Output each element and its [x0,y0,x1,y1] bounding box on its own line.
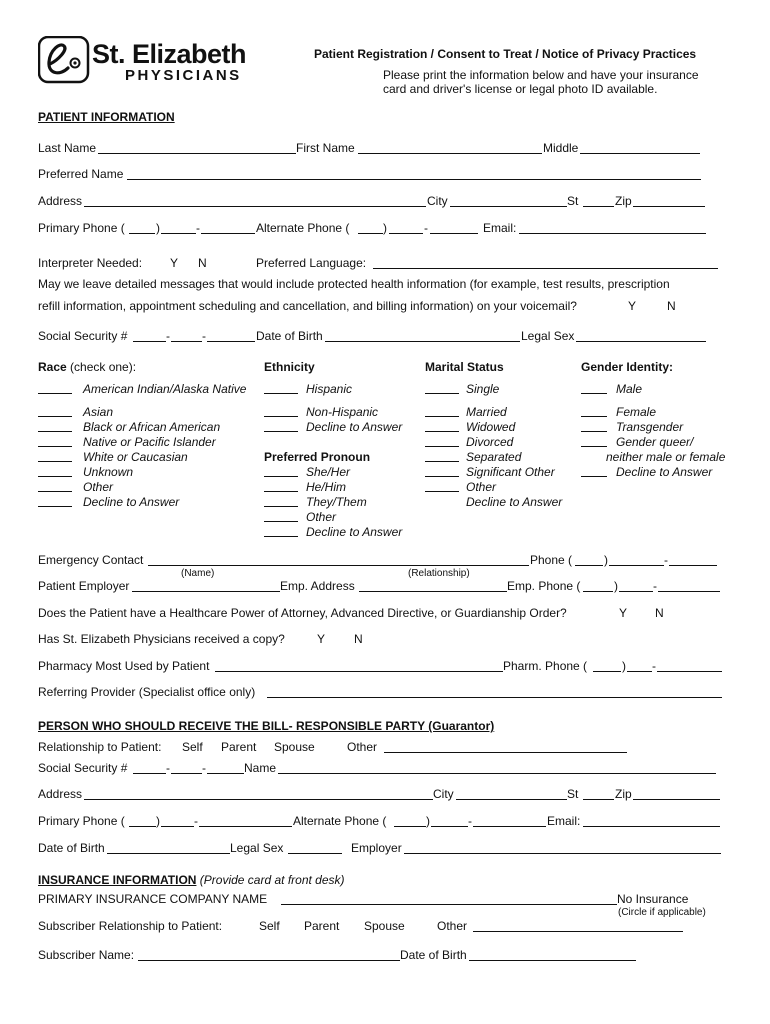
voicemail-yes[interactable]: Y [628,299,637,313]
gender-checkbox[interactable] [581,393,607,394]
dash: - [194,814,198,828]
race-checkbox[interactable] [38,476,72,477]
voicemail-question-line-1: May we leave detailed messages that would include protected health information (for example, test results, prescription [38,277,670,291]
subscriber-self-option[interactable]: Self [259,919,280,933]
dob-label: Date of Birth [256,329,323,343]
gender-checkbox[interactable] [581,476,607,477]
pronoun-checkbox[interactable] [264,521,298,522]
paren-close: ) [383,221,387,235]
guarantor-alternate-phone-label: Alternate Phone ( [293,814,387,828]
emp-address-field[interactable] [359,591,507,592]
guarantor-other-field[interactable] [384,752,627,753]
emp-address-label: Emp. Address [280,579,355,593]
dash: - [424,221,428,235]
marital-checkbox[interactable] [425,431,459,432]
guarantor-ssn-part-1-field[interactable] [133,773,166,774]
poa-question: Does the Patient have a Healthcare Power of Attorney, Advanced Directive, or Guardianship Order? [38,606,567,620]
ethnicity-checkbox[interactable] [264,431,298,432]
gender-option: Transgender [616,420,684,434]
marital-option: Single [466,382,500,396]
guarantor-alternate-phone-area-field[interactable] [394,826,426,827]
pronoun-checkbox[interactable] [264,536,298,537]
race-title: Race [38,360,67,374]
no-insurance-option[interactable]: No Insurance [617,892,689,906]
gender-checkbox[interactable] [581,416,607,417]
subscriber-other-option[interactable]: Other [437,919,468,933]
guarantor-dob-field[interactable] [107,853,230,854]
subscriber-relationship-label: Subscriber Relationship to Patient: [38,919,223,933]
primary-phone-label: Primary Phone ( [38,221,125,235]
pharm-phone-prefix-field[interactable] [627,671,652,672]
guarantor-primary-phone-line-field[interactable] [199,826,292,827]
guarantor-primary-phone-label: Primary Phone ( [38,814,125,828]
insurance-note: (Provide card at front desk) [199,873,345,887]
gender-option: Male [616,382,643,396]
copy-question: Has St. Elizabeth Physicians received a copy? [38,632,285,646]
guarantor-address-label: Address [38,787,83,801]
guarantor-dob-label: Date of Birth [38,841,105,855]
emergency-contact-field[interactable] [148,565,529,566]
race-option: Black or African American [83,420,221,434]
race-option: Decline to Answer [83,495,180,509]
alternate-phone-label: Alternate Phone ( [256,221,350,235]
dash: - [664,553,668,567]
guarantor-address-field[interactable] [84,799,433,800]
patient-info-heading: PATIENT INFORMATION [38,110,175,124]
primary-phone-area-field[interactable] [129,233,155,234]
preferred-name-label: Preferred Name [38,167,124,181]
address-field[interactable] [84,206,426,207]
subscriber-parent-option[interactable]: Parent [304,919,340,933]
gender-option: Gender queer/ [616,435,694,449]
voicemail-question-line-2: refill information, appointment scheduling and cancellation, and billing information) on your voicemail? [38,299,577,313]
guarantor-email-field[interactable] [583,826,720,827]
marital-checkbox[interactable] [425,461,459,462]
emp-phone-line-field[interactable] [658,591,720,592]
subscriber-name-field[interactable] [138,960,400,961]
emp-phone-label: Emp. Phone ( [507,579,581,593]
subscriber-dob-field[interactable] [469,960,636,961]
guarantor-alternate-phone-prefix-field[interactable] [431,826,468,827]
pronoun-option: He/Him [306,480,347,494]
dash: - [196,221,200,235]
pharmacy-label: Pharmacy Most Used by Patient [38,659,210,673]
middle-label: Middle [543,141,579,155]
race-checkbox[interactable] [38,416,72,417]
first-name-field[interactable] [358,153,542,154]
dash: - [653,579,657,593]
guarantor-employer-label: Employer [351,841,402,855]
emergency-relationship-hint: (Relationship) [408,568,470,579]
zip-field[interactable] [633,206,705,207]
gender-option: Female [616,405,657,419]
paren-close: ) [622,659,626,673]
interpreter-no[interactable]: N [198,256,207,270]
form-title: Patient Registration / Consent to Treat / Notice of Privacy Practices [314,47,697,61]
pronoun-option: Other [306,510,337,524]
alternate-phone-area-field[interactable] [358,233,383,234]
first-name-label: First Name [296,141,355,155]
patient-employer-label: Patient Employer [38,579,130,593]
logo-subtitle: PHYSICIANS [125,67,242,84]
guarantor-zip-field[interactable] [633,799,720,800]
referring-provider-label: Referring Provider (Specialist office only) [38,685,256,699]
subscriber-spouse-option[interactable]: Spouse [364,919,405,933]
marital-checkbox[interactable] [425,446,459,447]
pharm-phone-line-field[interactable] [657,671,722,672]
guarantor-primary-phone-area-field[interactable] [129,826,156,827]
gender-option: Decline to Answer [616,465,713,479]
poa-yes[interactable]: Y [619,606,628,620]
pharm-phone-area-field[interactable] [593,671,621,672]
paren-close: ) [426,814,430,828]
guarantor-alternate-phone-line-field[interactable] [473,826,546,827]
zip-label: Zip [615,194,632,208]
ethnicity-checkbox[interactable] [264,393,298,394]
legal-sex-label: Legal Sex [521,329,575,343]
race-option: American Indian/Alaska Native [83,382,247,396]
guarantor-zip-label: Zip [615,787,632,801]
guarantor-legal-sex-field[interactable] [288,853,342,854]
emergency-name-hint: (Name) [181,568,215,579]
guarantor-primary-phone-prefix-field[interactable] [161,826,194,827]
emergency-phone-prefix-field[interactable] [609,565,664,566]
guarantor-relationship-label: Relationship to Patient: [38,740,162,754]
state-label: St [567,194,579,208]
marital-option: Married [466,405,507,419]
city-field[interactable] [450,206,567,207]
race-option: White or Caucasian [83,450,188,464]
race-checkbox[interactable] [38,446,72,447]
copy-no[interactable]: N [354,632,363,646]
instructions-line-2: card and driver's license or legal photo ID available. [383,82,658,96]
ethnicity-option: Non-Hispanic [306,405,379,419]
interpreter-label: Interpreter Needed: [38,256,143,270]
emergency-phone-area-field[interactable] [575,565,603,566]
ethnicity-option: Decline to Answer [306,420,403,434]
dash: - [202,329,206,343]
copy-yes[interactable]: Y [317,632,326,646]
guarantor-ssn-part-2-field[interactable] [171,773,202,774]
race-checkbox[interactable] [38,506,72,507]
interpreter-yes[interactable]: Y [170,256,179,270]
poa-no[interactable]: N [655,606,664,620]
guarantor-self-option[interactable]: Self [182,740,203,754]
pharmacy-field[interactable] [215,671,503,672]
race-heading [38,360,136,374]
race-checkbox[interactable] [38,491,72,492]
city-label: City [427,194,448,208]
marital-option: Divorced [466,435,514,449]
pronoun-checkbox[interactable] [264,506,298,507]
voicemail-no[interactable]: N [667,299,676,313]
emp-phone-area-field[interactable] [583,591,613,592]
subscriber-dob-label: Date of Birth [400,948,467,962]
guarantor-name-label: Name [244,761,277,775]
subscriber-name-label: Subscriber Name: [38,948,135,962]
ssn-part-3-field[interactable] [207,341,255,342]
primary-insurance-field[interactable] [281,904,617,905]
legal-sex-field[interactable] [576,341,706,342]
primary-phone-line-field[interactable] [201,233,255,234]
primary-phone-prefix-field[interactable] [161,233,196,234]
emergency-phone-line-field[interactable] [669,565,717,566]
insurance-heading-row [38,873,345,887]
subscriber-other-field[interactable] [473,931,683,932]
dob-field[interactable] [325,341,520,342]
gender-checkbox[interactable] [581,431,607,432]
alternate-phone-line-field[interactable] [430,233,478,234]
logo-name: St. Elizabeth [92,39,247,69]
guarantor-legal-sex-label: Legal Sex [230,841,284,855]
paren-close: ) [156,221,160,235]
guarantor-city-label: City [433,787,454,801]
guarantor-email-label: Email: [547,814,581,828]
alternate-phone-prefix-field[interactable] [389,233,423,234]
emp-phone-prefix-field[interactable] [619,591,653,592]
race-option: Native or Pacific Islander [83,435,216,449]
race-option: Asian [83,405,114,419]
marital-option: Other [466,480,497,494]
guarantor-spouse-option[interactable]: Spouse [274,740,315,754]
guarantor-parent-option[interactable]: Parent [221,740,257,754]
dash: - [166,329,170,343]
guarantor-state-label: St [567,787,579,801]
emergency-contact-label: Emergency Contact [38,553,144,567]
paren-close: ) [614,579,618,593]
pronoun-option: She/Her [306,465,351,479]
guarantor-employer-field[interactable] [404,853,721,854]
patient-employer-field[interactable] [132,591,280,592]
pronoun-checkbox[interactable] [264,491,298,492]
state-field[interactable] [583,206,614,207]
instructions-line-1: Please print the information below and have your insurance [383,68,699,82]
gender-identity-heading: Gender Identity: [581,360,674,374]
guarantor-name-field[interactable] [278,773,716,774]
marital-option: Widowed [466,420,516,434]
dash: - [652,659,656,673]
emergency-phone-label: Phone ( [530,553,573,567]
guarantor-ssn-label: Social Security # [38,761,128,775]
ethnicity-heading: Ethnicity [264,360,315,374]
race-option: Other [83,480,114,494]
email-label: Email: [483,221,517,235]
pharm-phone-label: Pharm. Phone ( [503,659,588,673]
dash: - [166,761,170,775]
marital-checkbox[interactable] [425,491,459,492]
guarantor-state-field[interactable] [583,799,614,800]
paren-close: ) [604,553,608,567]
middle-field[interactable] [580,153,700,154]
preferred-language-field[interactable] [373,268,718,269]
ssn-label: Social Security # [38,329,128,343]
st-elizabeth-logo-icon [38,36,90,84]
race-note: (check one): [70,360,137,374]
preferred-language-label: Preferred Language: [256,256,367,270]
marital-option: Significant Other [466,465,555,479]
dash: - [202,761,206,775]
ethnicity-checkbox[interactable] [264,416,298,417]
last-name-label: Last Name [38,141,97,155]
marital-status-heading: Marital Status [425,360,504,374]
race-option: Unknown [83,465,134,479]
circle-if-applicable-note: (Circle if applicable) [618,907,706,918]
gender-checkbox[interactable] [581,446,607,447]
marital-option: Separated [466,450,522,464]
pronoun-checkbox[interactable] [264,476,298,477]
ssn-part-1-field[interactable] [133,341,166,342]
referring-provider-field[interactable] [267,697,722,698]
marital-checkbox[interactable] [425,476,459,477]
guarantor-other-option[interactable]: Other [347,740,378,754]
email-field[interactable] [519,233,706,234]
race-checkbox[interactable] [38,431,72,432]
pronoun-option: Decline to Answer [306,525,403,539]
race-checkbox[interactable] [38,393,72,394]
ethnicity-option: Hispanic [306,382,353,396]
paren-close: ) [156,814,160,828]
preferred-name-field[interactable] [127,179,701,180]
race-checkbox[interactable] [38,461,72,462]
pronoun-option: They/Them [306,495,367,509]
marital-option: Decline to Answer [466,495,563,509]
guarantor-heading: PERSON WHO SHOULD RECEIVE THE BILL- RESPONSIBLE PARTY (Guarantor) [38,719,495,733]
last-name-field[interactable] [98,153,296,154]
ssn-part-2-field[interactable] [171,341,202,342]
dash: - [468,814,472,828]
insurance-heading: INSURANCE INFORMATION [38,873,197,887]
address-label: Address [38,194,83,208]
primary-insurance-label: PRIMARY INSURANCE COMPANY NAME [38,892,268,906]
gender-option-continued: neither male or female [606,450,726,464]
marital-checkbox[interactable] [425,416,459,417]
guarantor-city-field[interactable] [456,799,567,800]
marital-checkbox[interactable] [425,393,459,394]
pronoun-heading: Preferred Pronoun [264,450,371,464]
guarantor-ssn-part-3-field[interactable] [207,773,244,774]
